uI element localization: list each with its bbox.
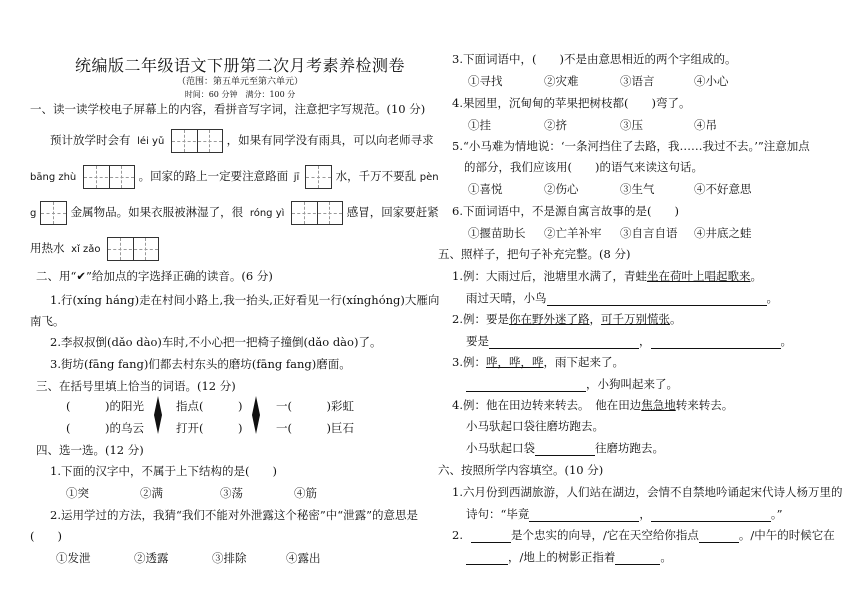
- pinyin: léi yǔ: [137, 136, 165, 147]
- answer-blank[interactable]: [466, 379, 586, 392]
- s6-p1: 1.六月份到西湖旅游，人们站在湖边，会情不自禁地吟诵起宋代诗人杨万里的: [452, 485, 843, 499]
- s2-item-2: 2.李叔叔倒(dǎo dào)车时,不小心把一把椅子撞倒(dǎo dào)了。: [50, 335, 382, 349]
- s4-q5-opt[interactable]: ②伤心: [544, 182, 579, 196]
- s4-q3: 3.下面词语中，( )不是由意思相近的两个字组成的。: [452, 52, 737, 66]
- s6-p2: 2. 是个忠实的向导，/它在天空给你指点 。/中午的时候它在: [452, 528, 835, 542]
- s5-fill-2: 要是 ， 。: [466, 334, 792, 348]
- s4-q2-opt[interactable]: ②透露: [134, 551, 169, 565]
- answer-blank[interactable]: [535, 443, 595, 456]
- s4-q3-opt[interactable]: ②灾难: [544, 74, 579, 88]
- answer-blank[interactable]: [699, 530, 739, 543]
- section-2-heading: 二、用“✔”给加点的字选择正确的读音。(6 分): [36, 269, 273, 283]
- s4-q1-opt[interactable]: ②满: [140, 486, 163, 500]
- section-6-heading: 六、按照所学内容填空。(10 分): [438, 463, 604, 477]
- s1-line-3: g 金属物品。如果衣服被淋湿了，很 róng yì 感冒，回家要赶紧: [30, 201, 439, 225]
- section-1-heading: 一、读一读学校电子屏幕上的内容，看拼音写字词，注意把字写规范。(10 分): [30, 102, 426, 116]
- s4-q4-opt[interactable]: ②挤: [544, 118, 567, 132]
- s4-q1-opt[interactable]: ④筋: [294, 486, 317, 500]
- s4-q2-cont: ( ): [30, 529, 62, 543]
- s4-q2-opt[interactable]: ③排除: [212, 551, 247, 565]
- answer-blank[interactable]: [529, 509, 639, 522]
- s3-a2: ( )的乌云: [66, 421, 144, 435]
- s4-q1: 1.下面的汉字中，不属于上下结构的是( ): [50, 464, 277, 478]
- answer-blank[interactable]: [489, 336, 639, 349]
- s1-line-4: 用热水 xǐ zǎo: [30, 237, 159, 261]
- writing-grid[interactable]: [83, 165, 135, 189]
- s4-q3-opt[interactable]: ①寻找: [468, 74, 503, 88]
- answer-blank[interactable]: [547, 293, 767, 306]
- s5-example-1: 1.例：大雨过后，池塘里水满了，青蛙坐在荷叶上唱起歌来。: [452, 269, 762, 283]
- writing-grid[interactable]: [305, 165, 332, 189]
- s5-fill-4b: 小马驮起口袋 往磨坊跑去。: [466, 441, 664, 455]
- s3-c2: 一( )巨石: [276, 421, 354, 435]
- s4-q2-opt[interactable]: ④露出: [286, 551, 321, 565]
- pinyin: pèn: [419, 172, 439, 183]
- s4-q1-opt[interactable]: ①突: [66, 486, 89, 500]
- s3-c1: 一( )彩虹: [276, 399, 354, 413]
- exam-meta: 时间：60 分钟 满分：100 分: [184, 90, 296, 99]
- s4-q3-opt[interactable]: ③语言: [620, 74, 655, 88]
- s5-example-2: 2.例：要是你在野外迷了路，可千万别慌张。: [452, 312, 682, 326]
- s5-example-4: 4.例：他在田边转来转去。 他在田边焦急地转来转去。: [452, 398, 734, 412]
- writing-grid[interactable]: [40, 201, 67, 225]
- pinyin: g: [30, 208, 37, 219]
- s3-a1: ( )的阳光: [66, 399, 144, 413]
- diamond-divider: [154, 396, 162, 434]
- writing-grid[interactable]: [107, 237, 159, 261]
- s5-fill-1: 雨过天晴，小鸟 。: [466, 291, 778, 305]
- s3-b2: 打开( ): [176, 421, 243, 435]
- writing-grid[interactable]: [171, 129, 223, 153]
- writing-grid[interactable]: [291, 201, 343, 225]
- s4-q5-opt[interactable]: ③生气: [620, 182, 655, 196]
- s4-q2-opt[interactable]: ①发泄: [56, 551, 91, 565]
- section-5-heading: 五、照样子，把句子补充完整。(8 分): [438, 247, 631, 261]
- pinyin: bāng zhù: [30, 172, 77, 183]
- page-subtitle: （范围：第五单元至第六单元）: [176, 77, 303, 87]
- s4-q1-opt[interactable]: ③荡: [220, 486, 243, 500]
- pinyin: róng yì: [249, 208, 285, 219]
- s6-p2-cont: ，/地上的树影正指着 。: [466, 549, 672, 565]
- s4-q5-opt[interactable]: ①喜悦: [468, 182, 503, 196]
- s4-q6-opt[interactable]: ②亡羊补牢: [544, 226, 602, 240]
- s2-item-1-cont: 南飞。: [30, 314, 65, 328]
- pinyin: xǐ zǎo: [71, 244, 101, 255]
- s4-q5-opt[interactable]: ④不好意思: [694, 182, 752, 196]
- answer-blank[interactable]: [651, 336, 781, 349]
- s1-line-1: 预计放学时会有 léi yǔ ，如果有同学没有雨具，可以向老师寻求: [50, 129, 434, 153]
- s4-q4: 4.果园里，沉甸甸的苹果把树枝都( )弯了。: [452, 96, 691, 110]
- section-3-heading: 三、在括号里填上恰当的词语。(12 分): [36, 379, 236, 393]
- pinyin: jī: [293, 172, 300, 183]
- s4-q6-opt[interactable]: ①揠苗助长: [468, 226, 526, 240]
- s4-q3-opt[interactable]: ④小心: [694, 74, 729, 88]
- s4-q6-opt[interactable]: ④井底之蛙: [694, 226, 752, 240]
- s4-q5: 5.“小马难为情地说：‘一条河挡住了去路，我……我过不去。’”注意加点: [452, 139, 810, 153]
- answer-blank[interactable]: [615, 552, 660, 565]
- s6-p1-cont: 诗句：“毕竟 ， 。”: [466, 507, 783, 521]
- diamond-divider: [252, 396, 260, 434]
- s4-q2: 2.运用学过的方法，我猜“我们不能对外泄露这个秘密”中“泄露”的意思是: [50, 508, 418, 522]
- s4-q6-opt[interactable]: ③自言自语: [620, 226, 678, 240]
- s4-q4-opt[interactable]: ④吊: [694, 118, 717, 132]
- s4-q4-opt[interactable]: ①挂: [468, 118, 491, 132]
- answer-blank[interactable]: [466, 552, 508, 565]
- s5-fill-4a: 小马驮起口袋往磨坊跑去。: [466, 419, 604, 433]
- s5-example-3: 3.例：哗，哗，哗，雨下起来了。: [452, 355, 624, 369]
- answer-blank[interactable]: [651, 509, 771, 522]
- s4-q5-cont: 的部分，我们应该用( )的语气来读这句话。: [464, 160, 703, 174]
- s2-item-1: 1.行(xíng háng)走在村间小路上,我一抬头,正好看见一行(xínghóng)大雁向: [50, 293, 440, 307]
- s2-item-3: 3.街坊(fāng fang)们都去村东头的磨坊(fāng fang)磨面。: [50, 357, 351, 371]
- s3-b1: 指点( ): [176, 399, 243, 413]
- s5-fill-3: ，小狗叫起来了。: [466, 376, 678, 392]
- s1-line-2: bāng zhù 。回家的路上一定要注意路面 jī 水，千万不要乱 pèn: [30, 165, 439, 189]
- answer-blank[interactable]: [471, 530, 511, 543]
- section-4-heading: 四、选一选。(12 分): [36, 443, 144, 457]
- s4-q6: 6.下面词语中，不是源自寓言故事的是( ): [452, 204, 679, 218]
- page-title: 统编版二年级语文下册第二次月考素养检测卷: [74, 56, 405, 75]
- s4-q4-opt[interactable]: ③压: [620, 118, 643, 132]
